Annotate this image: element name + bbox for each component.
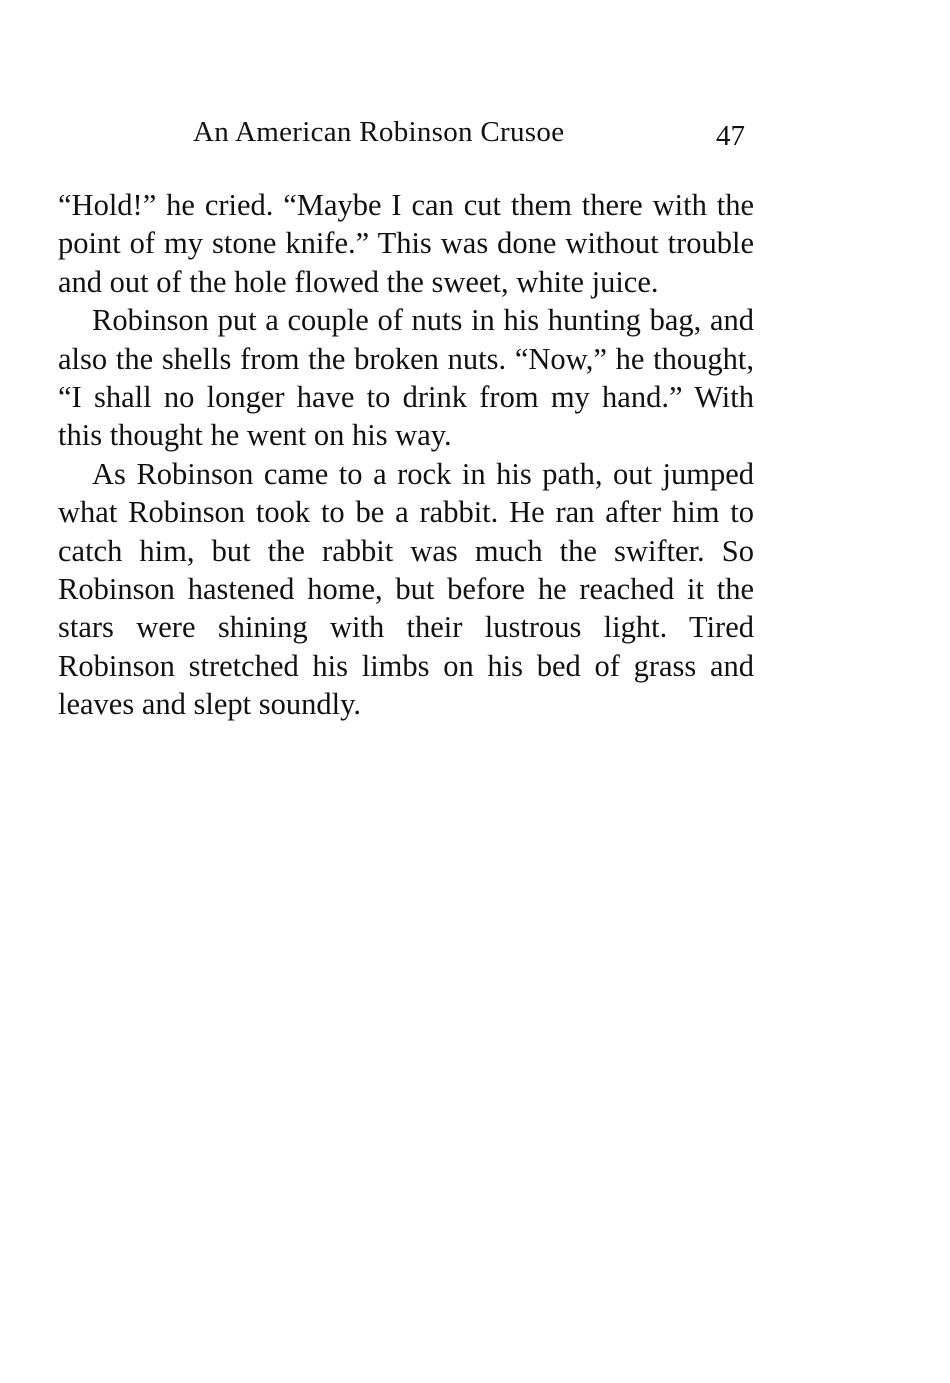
paragraph-2: Robinson put a couple of nuts in his hunting bag, and also the shells from the broken nuts. “Now,” he thought, “I shall no longer have to drink from my hand.” With this thought he went on his way.	[58, 303, 754, 453]
running-title: An American Robinson Crusoe	[193, 116, 565, 148]
paragraph-1: “Hold!” he cried. “Maybe I can cut them there with the point of my stone knife.” This was done without trouble and out of the hole flowed the sweet, white juice.	[58, 188, 754, 299]
paragraph-3: As Robinson came to a rock in his path, out jumped what Robinson took to be a rabbit. He ran after him to catch him, but the rabbit was much the swifter. So Robinson hastened home, but before he reached it the stars were shining with their lustrous light. Tired Robinson stretched his limbs on his bed of grass and leaves and slept soundly.	[58, 456, 754, 722]
body-text	[58, 186, 754, 724]
page-header	[0, 116, 950, 156]
page-number: 47	[716, 120, 745, 152]
